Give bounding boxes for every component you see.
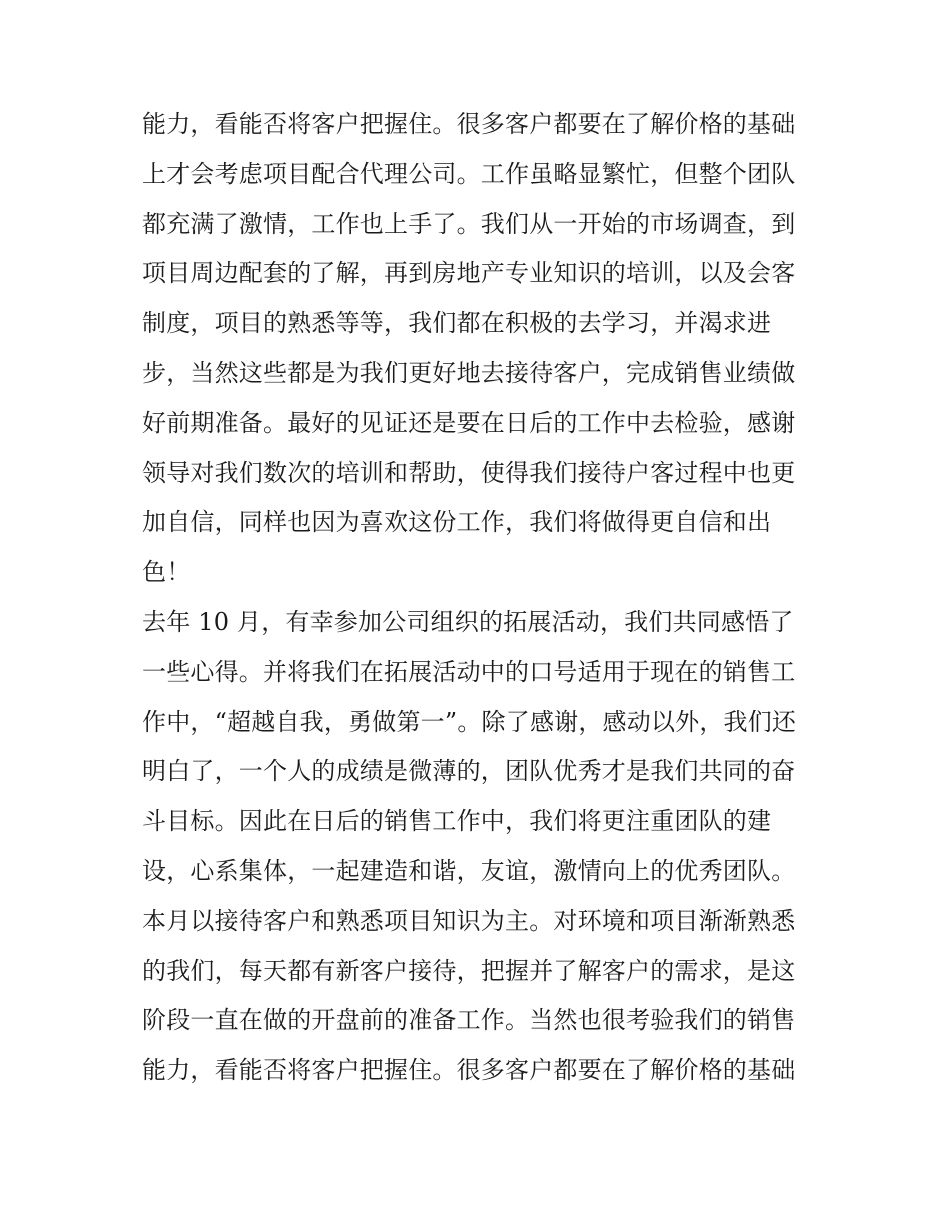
text-line: 制度，项目的熟悉等等，我们都在积极的去学习，并渴求进 <box>142 309 772 338</box>
text-line: 的我们，每天都有新客户接待，把握并了解客户的需求，是这 <box>142 956 796 985</box>
text-line: 色！ <box>142 558 191 587</box>
text-line: 加自信，同样也因为喜欢这份工作，我们将做得更自信和出 <box>142 508 772 537</box>
text-line: 能力，看能否将客户把握住。很多客户都要在了解价格的基础 <box>142 1056 796 1085</box>
text-line: 好前期准备。最好的见证还是要在日后的工作中去检验，感谢 <box>142 408 796 437</box>
text-line: 步，当然这些都是为我们更好地去接待客户，完成销售业绩做 <box>142 358 796 387</box>
text-line: 斗目标。因此在日后的销售工作中，我们将更注重团队的建 <box>142 807 772 836</box>
text-line: 本月以接待客户和熟悉项目知识为主。对环境和项目渐渐熟悉 <box>142 906 796 935</box>
body-text <box>142 100 814 1096</box>
text-line: 阶段一直在做的开盘前的准备工作。当然也很考验我们的销售 <box>142 1006 796 1035</box>
text-line: 一些心得。并将我们在拓展活动中的口号适用于现在的销售工 <box>142 657 796 686</box>
text-line: 领导对我们数次的培训和帮助，使得我们接待户客过程中也更 <box>142 458 796 487</box>
text-line: 设，心系集体，一起建造和谐，友谊，激情向上的优秀团队。 <box>142 856 796 885</box>
text-line: 明白了，一个人的成绩是微薄的，团队优秀才是我们共同的奋 <box>142 757 796 786</box>
text-line: 都充满了激情，工作也上手了。我们从一开始的市场调查，到 <box>142 209 796 238</box>
text-line: 作中，“超越自我，勇做第一”。除了感谢，感动以外，我们还 <box>142 707 797 736</box>
text-line: 项目周边配套的了解，再到房地产专业知识的培训，以及会客 <box>142 259 796 288</box>
text-line: 去年 10 月，有幸参加公司组织的拓展活动，我们共同感悟了 <box>142 607 794 636</box>
text-line: 能力，看能否将客户把握住。很多客户都要在了解价格的基础 <box>142 110 796 138</box>
text-line: 上才会考虑项目配合代理公司。工作虽略显繁忙，但整个团队 <box>142 159 796 188</box>
